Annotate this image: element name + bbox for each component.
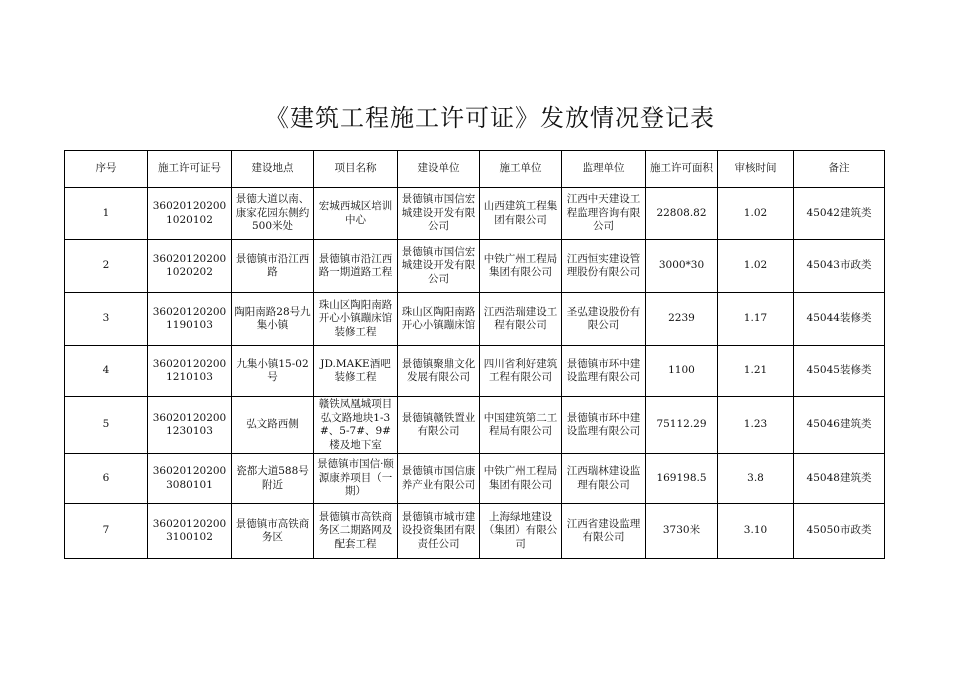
- cell-area: 2239: [646, 293, 718, 346]
- cell-contractor: 上海绿地建设（集团）有限公司: [480, 504, 562, 559]
- cell-area: 75112.29: [646, 397, 718, 454]
- cell-supervisor: 江西中天建设工程监理咨询有限公司: [562, 188, 646, 240]
- cell-supervisor: 景德镇市环中建设监理有限公司: [562, 346, 646, 397]
- cell-contractor: 江西浩瑞建设工程有限公司: [480, 293, 562, 346]
- table-row: [65, 397, 885, 454]
- table-row: [65, 188, 885, 240]
- table-row: [65, 504, 885, 559]
- cell-area: 1100: [646, 346, 718, 397]
- cell-contractor: 山西建筑工程集团有限公司: [480, 188, 562, 240]
- cell-area: 3730米: [646, 504, 718, 559]
- cell-area: 169198.5: [646, 454, 718, 504]
- header-contractor: 施工单位: [480, 151, 562, 188]
- page-title: 《建筑工程施工许可证》发放情况登记表: [265, 104, 715, 132]
- cell-remarks: 45043市政类: [794, 240, 885, 293]
- cell-remarks: 45045装修类: [794, 346, 885, 397]
- table-header-row: [65, 151, 885, 188]
- cell-project-name: 珠山区陶阳南路开心小镇蹦床馆装修工程: [314, 293, 398, 346]
- cell-permit-no: 360201202001210103: [148, 346, 232, 397]
- cell-index: 6: [65, 454, 148, 504]
- cell-supervisor: 景德镇市环中建设监理有限公司: [562, 397, 646, 454]
- cell-remarks: 45042建筑类: [794, 188, 885, 240]
- header-permit-no: 施工许可证号: [148, 151, 232, 188]
- cell-project-name: 景德镇市国信·颐源康养项目（一期）: [314, 454, 398, 504]
- cell-developer: 景德镇市国信宏城建设开发有限公司: [398, 240, 480, 293]
- cell-location: 景德镇市沿江西路: [232, 240, 314, 293]
- cell-index: 4: [65, 346, 148, 397]
- table-row: [65, 454, 885, 504]
- cell-remarks: 45050市政类: [794, 504, 885, 559]
- cell-review-date: 1.23: [718, 397, 794, 454]
- cell-index: 3: [65, 293, 148, 346]
- cell-location: 景德镇市高铁商务区: [232, 504, 314, 559]
- cell-area: 22808.82: [646, 188, 718, 240]
- cell-location: 弘文路西侧: [232, 397, 314, 454]
- cell-developer: 珠山区陶阳南路开心小镇蹦床馆: [398, 293, 480, 346]
- cell-location: 陶阳南路28号九集小镇: [232, 293, 314, 346]
- table-row: [65, 293, 885, 346]
- cell-area: 3000*30: [646, 240, 718, 293]
- cell-project-name: 宏城西城区培训中心: [314, 188, 398, 240]
- cell-index: 2: [65, 240, 148, 293]
- cell-location: 瓷都大道588号附近: [232, 454, 314, 504]
- header-index: 序号: [65, 151, 148, 188]
- cell-index: 1: [65, 188, 148, 240]
- table-row: [65, 240, 885, 293]
- cell-location: 景德大道以南、康家花园东侧约500米处: [232, 188, 314, 240]
- header-project-name: 项目名称: [314, 151, 398, 188]
- header-remarks: 备注: [794, 151, 885, 188]
- cell-supervisor: 江西瑞林建设监理有限公司: [562, 454, 646, 504]
- cell-project-name: 景德镇市沿江西路一期道路工程: [314, 240, 398, 293]
- header-review-date: 审核时间: [718, 151, 794, 188]
- cell-supervisor: 江西恒实建设管理股份有限公司: [562, 240, 646, 293]
- cell-remarks: 45046建筑类: [794, 397, 885, 454]
- header-location: 建设地点: [232, 151, 314, 188]
- cell-contractor: 四川省利好建筑工程有限公司: [480, 346, 562, 397]
- cell-supervisor: 圣弘建设股份有限公司: [562, 293, 646, 346]
- cell-permit-no: 360201202003080101: [148, 454, 232, 504]
- cell-review-date: 3.8: [718, 454, 794, 504]
- cell-remarks: 45048建筑类: [794, 454, 885, 504]
- cell-review-date: 3.10: [718, 504, 794, 559]
- cell-permit-no: 360201202001190103: [148, 293, 232, 346]
- cell-review-date: 1.21: [718, 346, 794, 397]
- registration-table: [64, 150, 885, 559]
- table-row: [65, 346, 885, 397]
- cell-contractor: 中国建筑第二工程局有限公司: [480, 397, 562, 454]
- cell-remarks: 45044装修类: [794, 293, 885, 346]
- cell-developer: 景德镇市国信康养产业有限公司: [398, 454, 480, 504]
- header-supervisor: 监理单位: [562, 151, 646, 188]
- cell-review-date: 1.02: [718, 240, 794, 293]
- cell-index: 5: [65, 397, 148, 454]
- cell-developer: 景德镇赣铁置业有限公司: [398, 397, 480, 454]
- cell-index: 7: [65, 504, 148, 559]
- cell-location: 九集小镇15-02号: [232, 346, 314, 397]
- cell-permit-no: 360201202003100102: [148, 504, 232, 559]
- header-area: 施工许可面积: [646, 151, 718, 188]
- cell-project-name: 景德镇市高铁商务区二期路网及配套工程: [314, 504, 398, 559]
- cell-permit-no: 360201202001020102: [148, 188, 232, 240]
- cell-review-date: 1.17: [718, 293, 794, 346]
- cell-permit-no: 360201202001230103: [148, 397, 232, 454]
- header-developer: 建设单位: [398, 151, 480, 188]
- cell-contractor: 中铁广州工程局集团有限公司: [480, 240, 562, 293]
- cell-project-name: 赣铁凤凰城项目弘文路地块1-3#、5-7#、9#楼及地下室: [314, 397, 398, 454]
- cell-contractor: 中铁广州工程局集团有限公司: [480, 454, 562, 504]
- cell-review-date: 1.02: [718, 188, 794, 240]
- cell-supervisor: 江西省建设监理有限公司: [562, 504, 646, 559]
- cell-project-name: JD.MAKE酒吧装修工程: [314, 346, 398, 397]
- cell-permit-no: 360201202001020202: [148, 240, 232, 293]
- cell-developer: 景德镇市城市建设投资集团有限责任公司: [398, 504, 480, 559]
- cell-developer: 景德镇市国信宏城建设开发有限公司: [398, 188, 480, 240]
- cell-developer: 景德镇聚鼎文化发展有限公司: [398, 346, 480, 397]
